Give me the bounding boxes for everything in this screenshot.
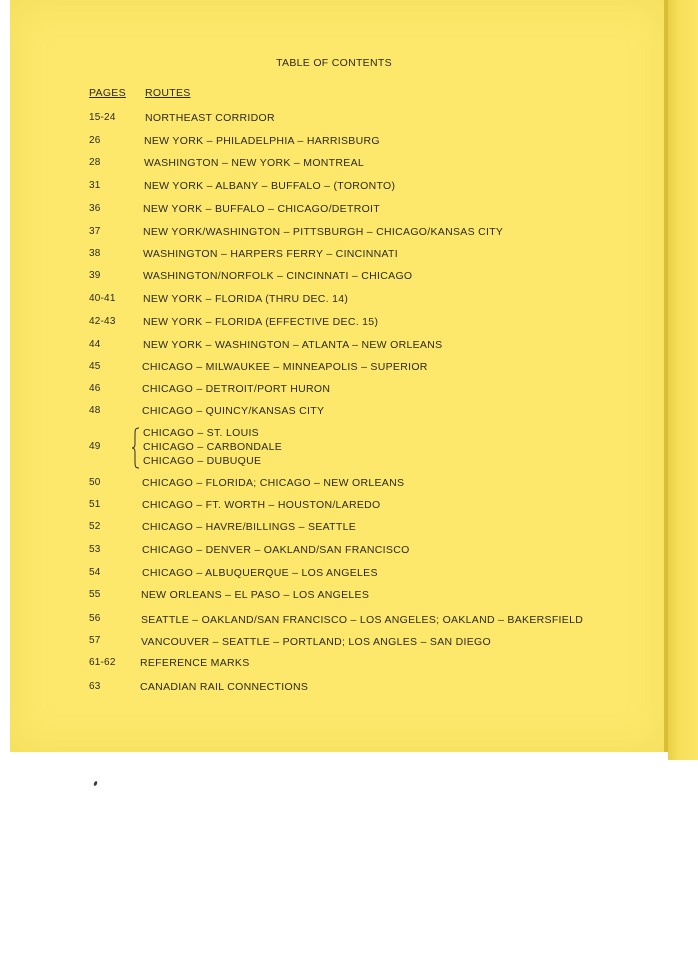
toc-page-number: 56 — [89, 613, 101, 624]
paper-speck — [93, 781, 98, 787]
toc-route: NORTHEAST CORRIDOR — [145, 112, 275, 124]
toc-page-number: 57 — [89, 635, 101, 646]
toc-page-number: 28 — [89, 157, 101, 168]
toc-route: WASHINGTON – NEW YORK – MONTREAL — [144, 157, 365, 169]
toc-route: CANADIAN RAIL CONNECTIONS — [140, 681, 309, 693]
brace-icon — [131, 427, 143, 469]
toc-route: NEW ORLEANS – EL PASO – LOS ANGELES — [141, 589, 370, 601]
toc-page-number: 49 — [89, 441, 101, 452]
routes-header: ROUTES — [145, 87, 191, 99]
toc-page-number: 54 — [89, 567, 101, 578]
toc-page-number: 63 — [89, 681, 101, 692]
toc-route: CHICAGO – DENVER – OAKLAND/SAN FRANCISCO — [142, 544, 410, 556]
toc-page-number: 53 — [89, 544, 101, 555]
toc-page-number: 36 — [89, 203, 101, 214]
toc-page-number: 15-24 — [89, 112, 116, 123]
toc-route: CHICAGO – DETROIT/PORT HURON — [142, 383, 331, 395]
toc-route: CHICAGO – FT. WORTH – HOUSTON/LAREDO — [142, 499, 381, 511]
toc-page-number: 50 — [89, 477, 101, 488]
toc-route: WASHINGTON/NORFOLK – CINCINNATI – CHICAGO — [143, 270, 413, 282]
toc-page-number: 48 — [89, 405, 101, 416]
toc-page-number: 44 — [89, 339, 101, 350]
toc-route: NEW YORK – FLORIDA (THRU DEC. 14) — [143, 293, 349, 305]
toc-page-number: 42-43 — [89, 316, 116, 327]
toc-route: NEW YORK – BUFFALO – CHICAGO/DETROIT — [143, 203, 380, 215]
toc-page-number: 61-62 — [89, 657, 116, 668]
toc-page-number: 45 — [89, 361, 101, 372]
toc-route: CHICAGO – DUBUQUE — [143, 455, 262, 467]
toc-page-number: 39 — [89, 270, 101, 281]
toc-route: VANCOUVER – SEATTLE – PORTLAND; LOS ANGLES – SAN DIEGO — [141, 636, 491, 648]
toc-route: REFERENCE MARKS — [140, 657, 250, 669]
pages-header: PAGES — [89, 87, 126, 99]
toc-route: SEATTLE – OAKLAND/SAN FRANCISCO – LOS ANGELES; OAKLAND – BAKERSFIELD — [141, 614, 584, 626]
toc-route: NEW YORK – FLORIDA (EFFECTIVE DEC. 15) — [143, 316, 379, 328]
toc-route: WASHINGTON – HARPERS FERRY – CINCINNATI — [143, 248, 398, 260]
toc-route: NEW YORK/WASHINGTON – PITTSBURGH – CHICAGO/KANSAS CITY — [143, 226, 504, 238]
toc-route: CHICAGO – HAVRE/BILLINGS – SEATTLE — [142, 521, 357, 533]
toc-page-number: 40-41 — [89, 293, 116, 304]
grouped-routes — [131, 427, 331, 469]
toc-page-number: 37 — [89, 226, 101, 237]
page-title: TABLE OF CONTENTS — [276, 57, 392, 69]
toc-route: CHICAGO – QUINCY/KANSAS CITY — [142, 405, 325, 417]
toc-route: CHICAGO – FLORIDA; CHICAGO – NEW ORLEANS — [142, 477, 405, 489]
toc-route: CHICAGO – CARBONDALE — [143, 441, 283, 453]
toc-page-number: 51 — [89, 499, 101, 510]
toc-page-number: 38 — [89, 248, 101, 259]
page-edge — [668, 0, 698, 760]
toc-route: CHICAGO – ALBUQUERQUE – LOS ANGELES — [142, 567, 378, 579]
toc-route: CHICAGO – MILWAUKEE – MINNEAPOLIS – SUPERIOR — [142, 361, 428, 373]
toc-page-number: 31 — [89, 180, 101, 191]
toc-route: CHICAGO – ST. LOUIS — [143, 427, 259, 439]
toc-page-number: 46 — [89, 383, 101, 394]
toc-page-number: 26 — [89, 135, 101, 146]
toc-route: NEW YORK – PHILADELPHIA – HARRISBURG — [144, 135, 380, 147]
toc-page-number: 52 — [89, 521, 101, 532]
toc-page-number: 55 — [89, 589, 101, 600]
toc-route: NEW YORK – WASHINGTON – ATLANTA – NEW ORLEANS — [143, 339, 443, 351]
toc-route: NEW YORK – ALBANY – BUFFALO – (TORONTO) — [144, 180, 396, 192]
